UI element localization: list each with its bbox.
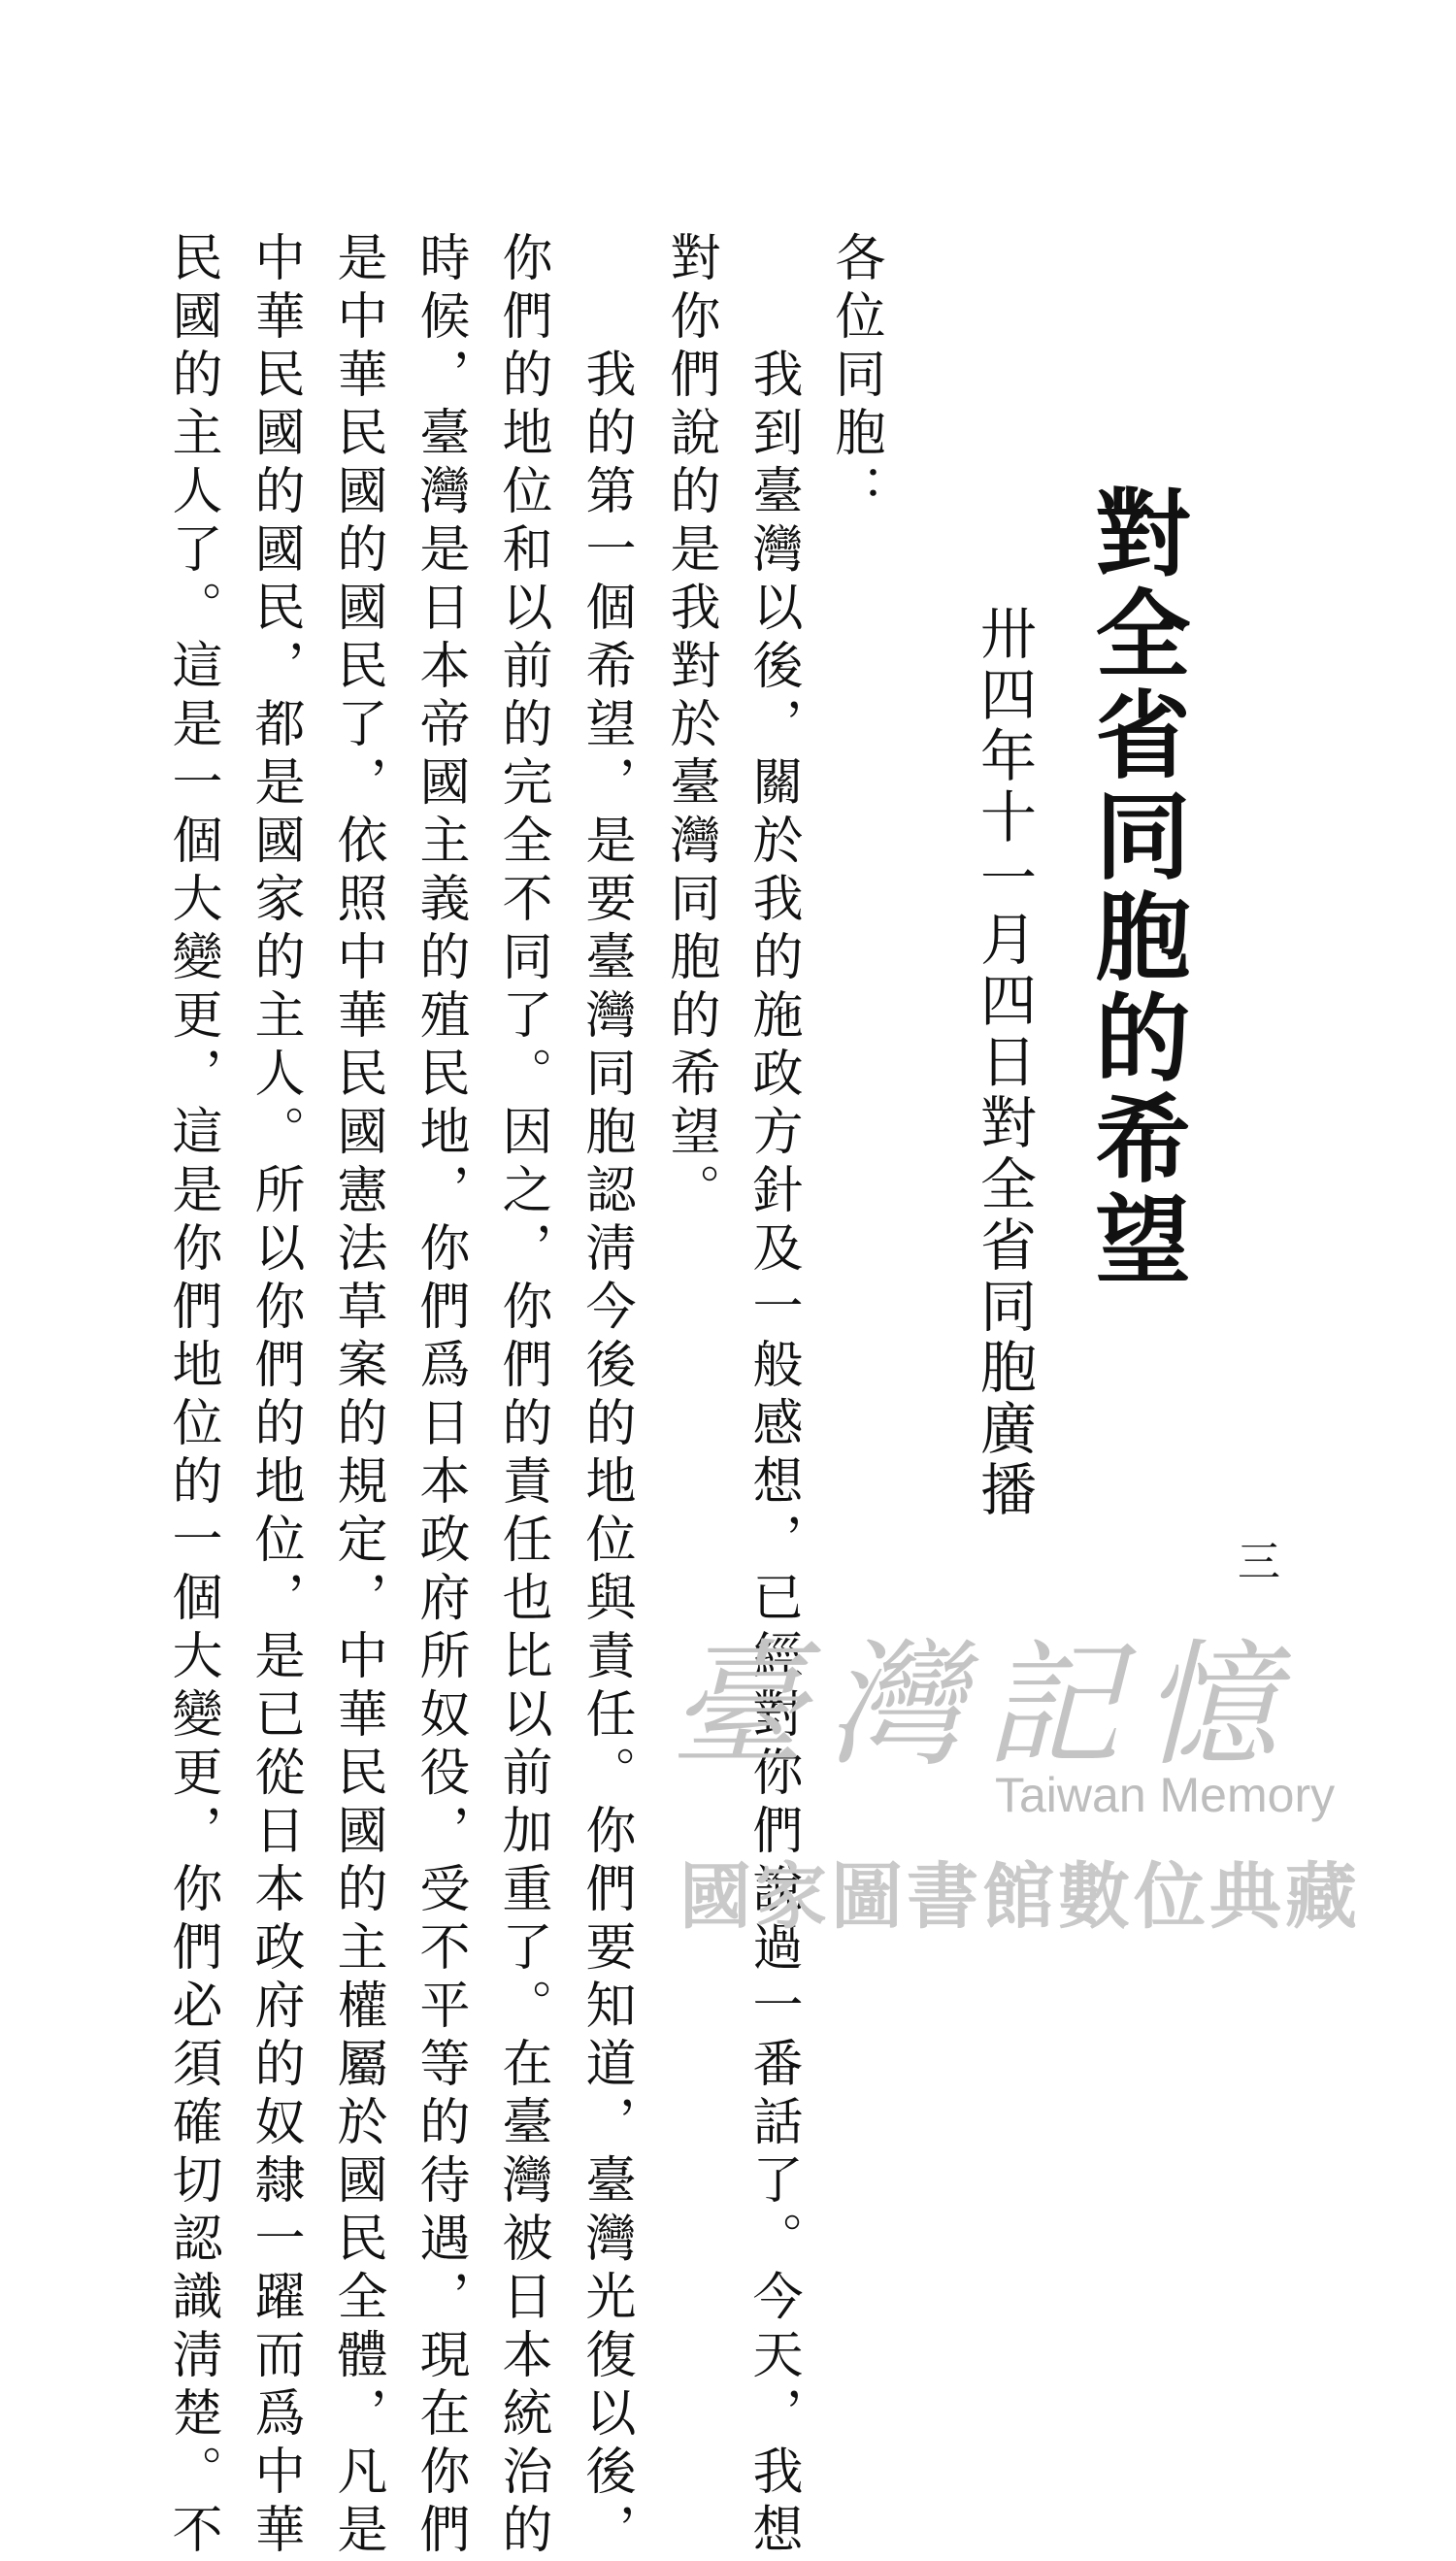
- body-column-6: 時候，臺灣是日本帝國主義的殖民地，你們爲日本政府所奴役，受不平等的待遇，現在你們: [411, 231, 469, 2561]
- watermark-english: Taiwan Memory: [995, 1768, 1336, 1822]
- body-column-8: 中華民國的國民，都是國家的主人。所以你們的地位，是已從日本政府的奴隸一躍而爲中華: [246, 231, 304, 2561]
- watermark-chinese: 臺灣記憶: [670, 1627, 1300, 1785]
- body-column-7: 是中華民國的國民了，依照中華民國憲法草案的規定，中華民國的主權屬於國民全體，凡是: [328, 231, 386, 2561]
- page-number: 三: [1230, 1539, 1279, 1585]
- body-column-3: 對你們說的是我對於臺灣同胞的希望。: [661, 231, 719, 1221]
- watermark-library: 國家圖書館數位典藏: [679, 1855, 1361, 1939]
- body-column-5: 你們的地位和以前的完全不同了。因之，你們的責任也比以前加重了。在臺灣被日本統治的: [493, 231, 551, 2561]
- body-column-9: 民國的主人了。這是一個大變更，這是你們地位的一個大變更，你們必須確切認識淸楚。不: [163, 231, 221, 2561]
- page-title: 對全省同胞的希望: [1079, 483, 1191, 1291]
- broadcast-date-subtitle: 卅四年十一月四日對全省同胞廣播: [971, 604, 1037, 1521]
- body-column-4: 我的第一個希望，是要臺灣同胞認淸今後的地位與責任。你們要知道，臺灣光復以後，: [577, 231, 635, 2561]
- body-column-2: 我到臺灣以後，關於我的施政方針及一般感想，已經對你們說過一番話了。今天，我想: [744, 231, 802, 2561]
- body-column-1: 各位同胞：: [826, 231, 884, 522]
